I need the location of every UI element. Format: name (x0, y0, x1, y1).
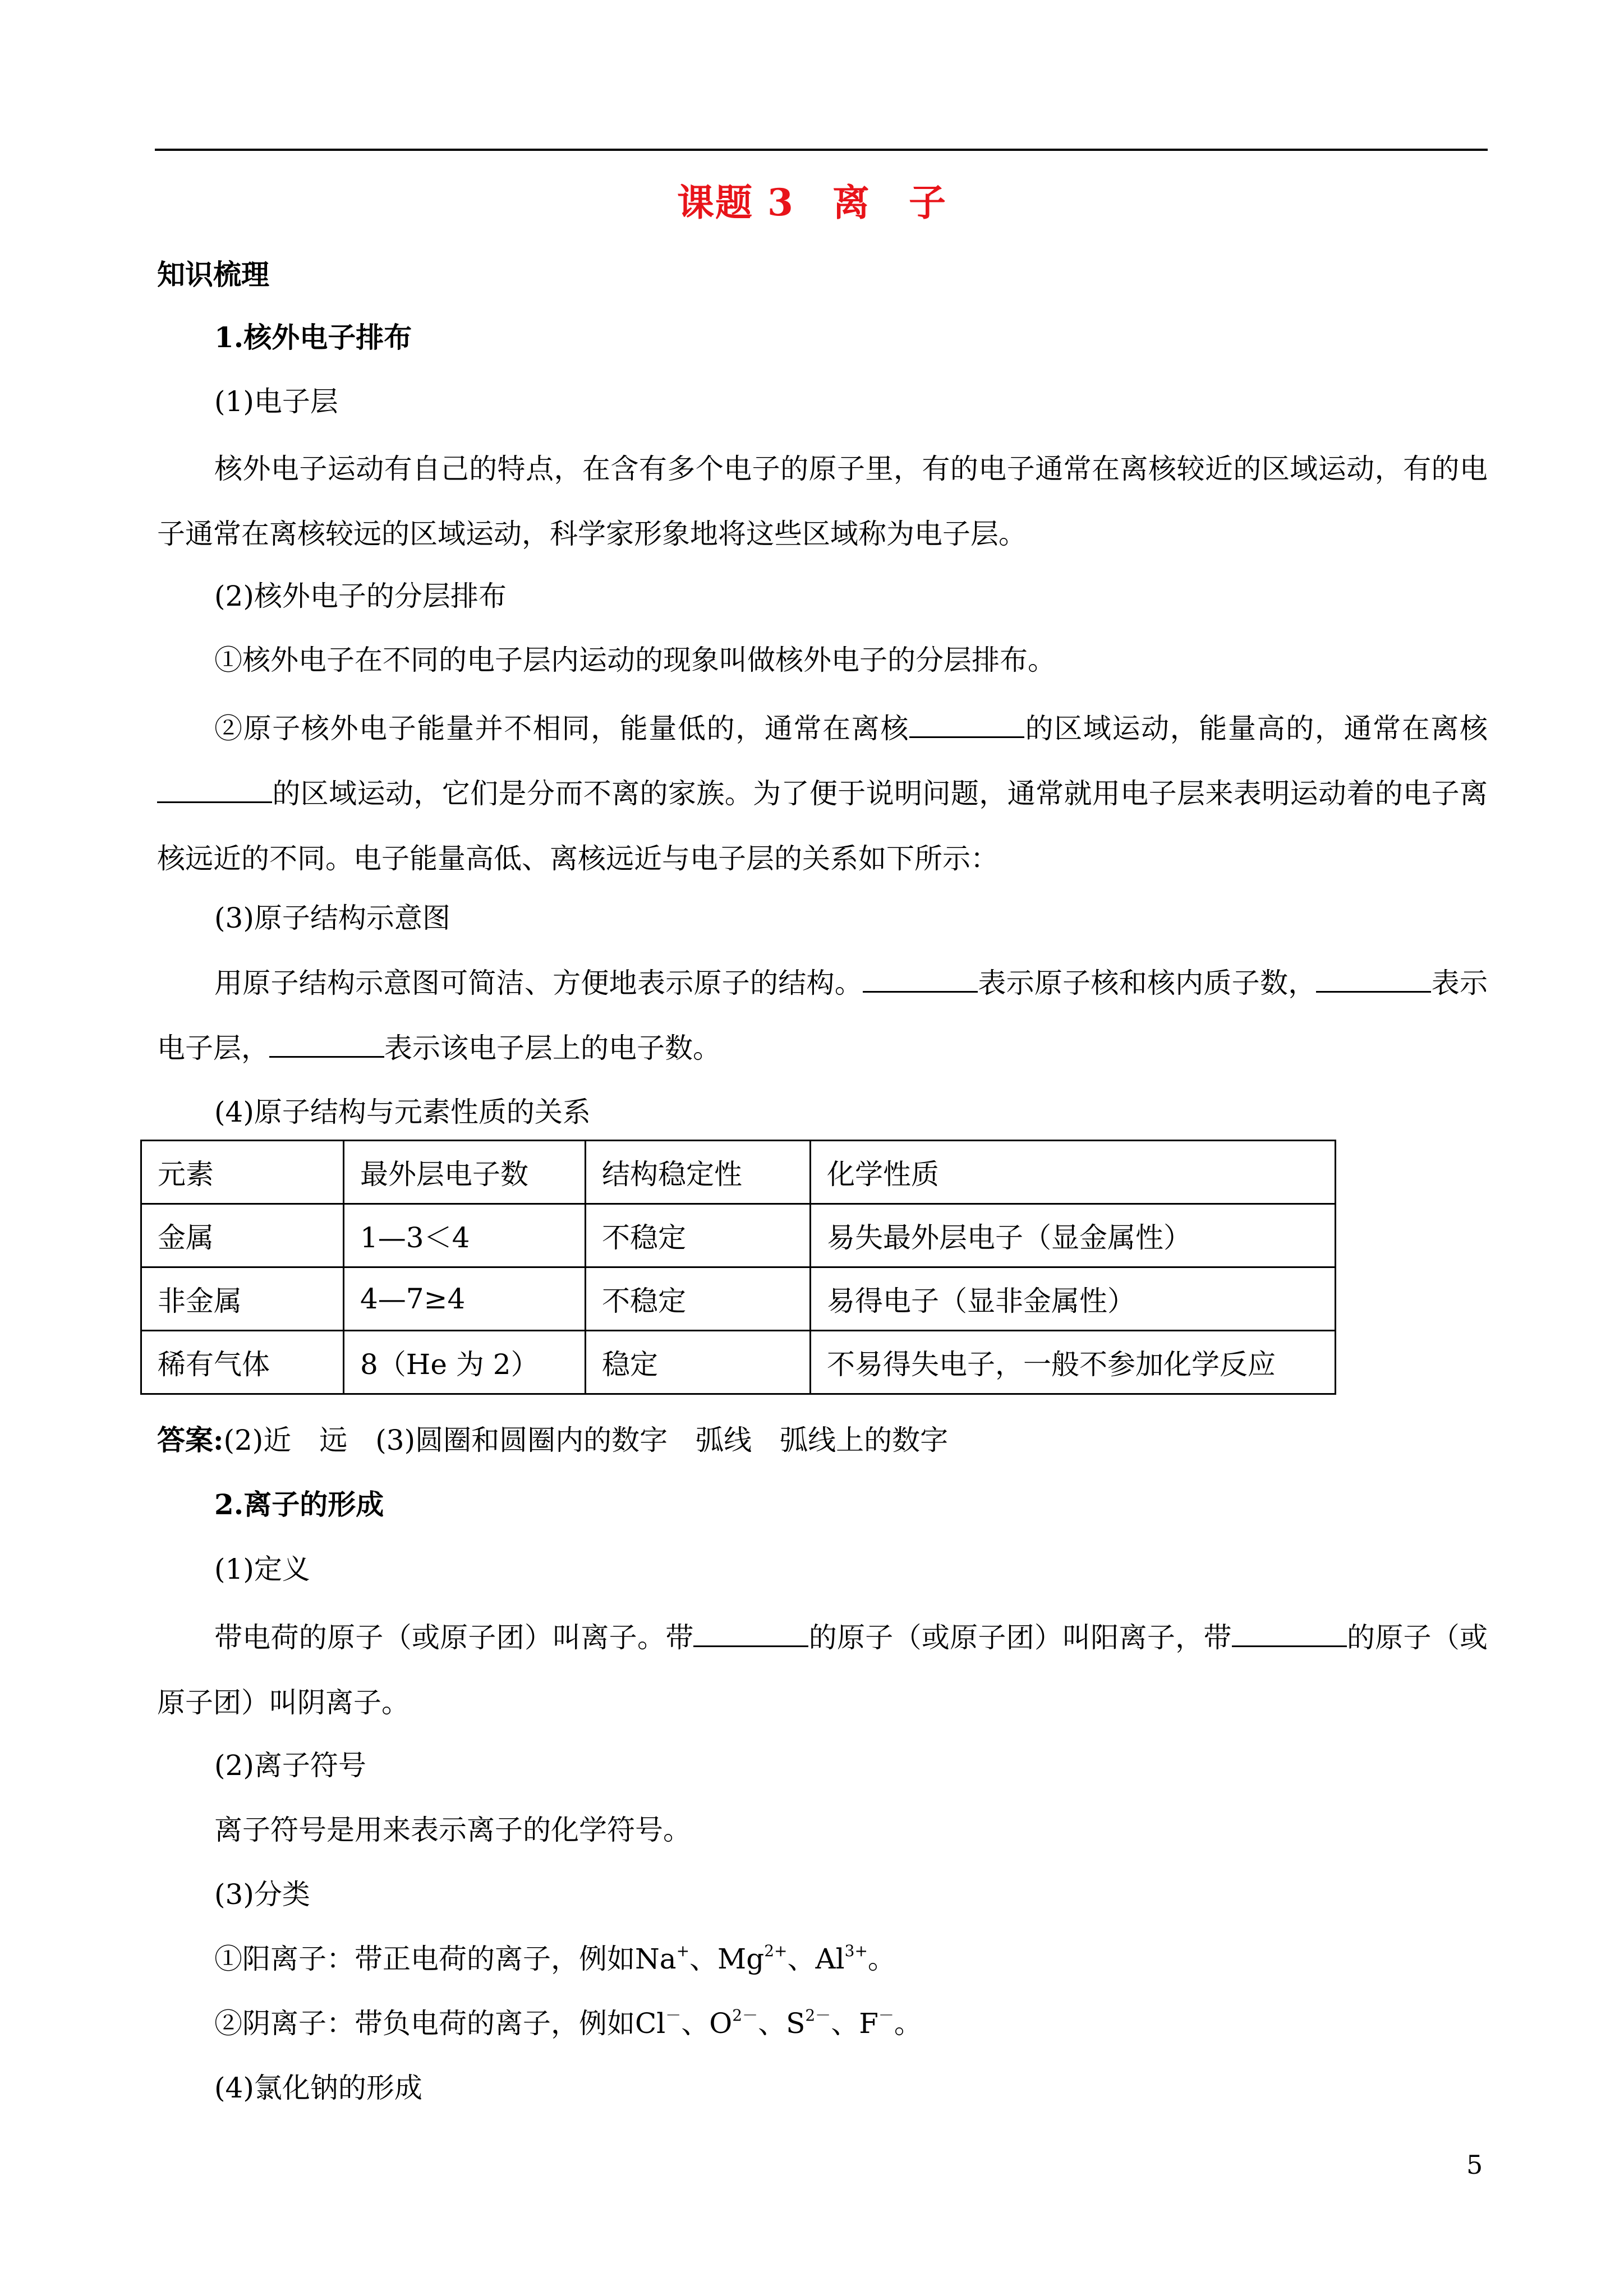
table-cell: 8（He 为 2） (344, 1331, 586, 1394)
answer-label: 答案: (157, 1423, 224, 1456)
s1-p3-text: 用原子结构示意图可简洁、方便地表示原子的结构。 表示原子核和核内质子数， 表示电子层， 表示该电子层上的电子数。 (157, 967, 1488, 1064)
fill-blank (269, 1031, 384, 1058)
s2-p3-heading: (3)分类 (214, 1878, 310, 1911)
table-header-cell: 元素 (141, 1141, 344, 1204)
table-cell: 金属 (141, 1204, 344, 1267)
table-cell: 不稳定 (586, 1204, 811, 1267)
section-heading: 知识梳理 (157, 258, 269, 291)
table-cell: 不稳定 (586, 1267, 811, 1331)
table-cell: 不易得失电子，一般不参加化学反应 (811, 1331, 1336, 1394)
fill-blank (1232, 1621, 1347, 1647)
table-cell: 稀有气体 (141, 1331, 344, 1394)
s2-p4-heading: (4)氯化钠的形成 (214, 2072, 422, 2104)
page-number: 5 (1466, 2150, 1483, 2180)
s1-p2-item2: ②原子核外电子能量并不相同，能量低的，通常在离核 的区域运动，能量高的，通常在离核的区域运动，它们是分而不离的家族。为了便于说明问题，通常就用电子层来表明运动着的电子离核远近的不同。电子能量高低、离核远近与电子层的关系如下所示： (157, 712, 1488, 875)
table-row (141, 1331, 1336, 1394)
table-cell: 稳定 (586, 1331, 811, 1394)
element-property-table (140, 1140, 1336, 1395)
s2-p2-heading: (2)离子符号 (214, 1749, 366, 1782)
fill-blank (157, 777, 272, 803)
fill-blank (909, 712, 1024, 738)
s1-heading: 1.核外电子排布 (214, 321, 412, 354)
fill-blank (863, 966, 978, 993)
s1-p2-item1: ①核外电子在不同的电子层内运动的现象叫做核外电子的分层排布。 (214, 644, 1056, 676)
table-header-cell: 结构稳定性 (586, 1141, 811, 1204)
table-cell: 非金属 (141, 1267, 344, 1331)
s2-p1-text: 带电荷的原子（或原子团）叫离子。带 的原子（或原子团）叫阳离子，带 的原子（或原子团）叫阴离子。 (157, 1621, 1488, 1719)
table-header-row (141, 1141, 1336, 1204)
table-row (141, 1204, 1336, 1267)
table-header-cell: 最外层电子数 (344, 1141, 586, 1204)
s1-p1-heading: (1)电子层 (214, 385, 338, 418)
anion-line: ②阴离子：带负电荷的离子，例如Cl－、$O^{2-}$、$S^{2-}$、F－。 (214, 2006, 922, 2040)
table-cell: 4—7≥4 (344, 1267, 586, 1331)
s2-p2-text: 离子符号是用来表示离子的化学符号。 (214, 1814, 691, 1846)
table-cell: 1—3＜4 (344, 1204, 586, 1267)
page-title: 课题 3 离 子 (677, 181, 947, 224)
s2-p1-heading: (1)定义 (214, 1553, 310, 1585)
s1-p4-heading: (4)原子结构与元素性质的关系 (214, 1096, 591, 1128)
s1-p3-heading: (3)原子结构示意图 (214, 902, 450, 934)
table-cell: 易得电子（显非金属性） (811, 1267, 1336, 1331)
table-header-cell: 化学性质 (811, 1141, 1336, 1204)
s1-p1-text: 核外电子运动有自己的特点，在含有多个电子的原子里，有的电子通常在离核较近的区域运动，有的电子通常在离核较远的区域运动，科学家形象地将这些区域称为电子层。 (157, 453, 1488, 550)
s1-p2-heading: (2)核外电子的分层排布 (214, 580, 507, 612)
answer-text: (2)近 远 (3)圆圈和圆圈内的数字 弧线 弧线上的数字 (223, 1424, 949, 1456)
answer-line (157, 1423, 948, 1457)
table-cell: 易失最外层电子（显金属性） (811, 1204, 1336, 1267)
header-rule (155, 149, 1488, 151)
table-row (141, 1267, 1336, 1331)
s2-heading: 2.离子的形成 (214, 1488, 384, 1521)
fill-blank (1316, 966, 1431, 993)
fill-blank (693, 1621, 808, 1647)
cation-line: ①阳离子：带正电荷的离子，例如Na+、$Mg^{2+}$、$Al^{3+}$。 (214, 1942, 896, 1975)
